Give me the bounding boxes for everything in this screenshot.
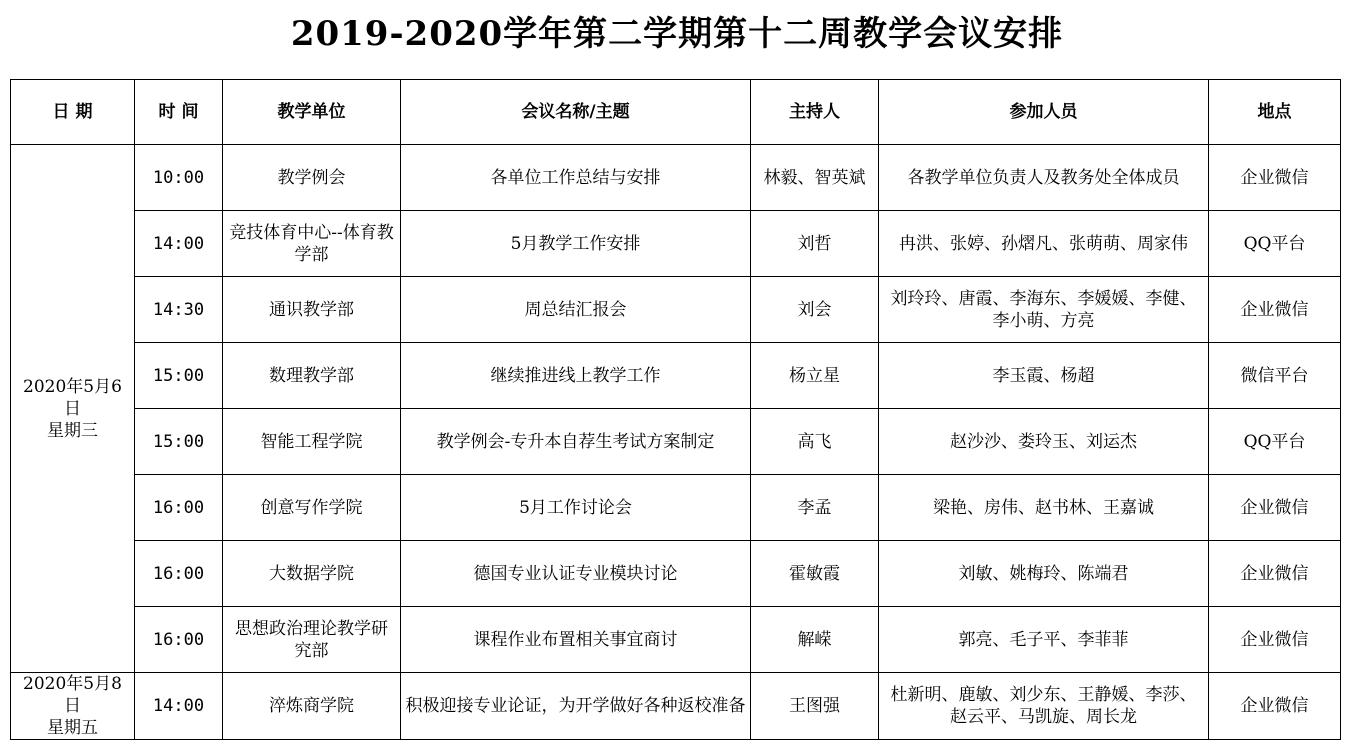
header-row — [11, 80, 1341, 145]
location-cell: 企业微信 — [1209, 673, 1341, 740]
host-cell: 刘哲 — [751, 211, 879, 277]
host-cell: 霍敏霞 — [751, 541, 879, 607]
meeting-schedule-table — [10, 79, 1341, 740]
attendees-cell: 各教学单位负责人及教务处全体成员 — [879, 145, 1209, 211]
location-cell: 微信平台 — [1209, 343, 1341, 409]
table-row — [11, 145, 1341, 211]
unit-cell: 数理教学部 — [223, 343, 401, 409]
attendees-cell: 赵沙沙、娄玲玉、刘运杰 — [879, 409, 1209, 475]
time-cell: 10:00 — [135, 145, 223, 211]
attendees-cell: 刘敏、姚梅玲、陈端君 — [879, 541, 1209, 607]
time-cell: 16:00 — [135, 541, 223, 607]
topic-cell: 教学例会-专升本自荐生考试方案制定 — [401, 409, 751, 475]
host-cell: 李孟 — [751, 475, 879, 541]
table-row — [11, 211, 1341, 277]
host-cell: 高飞 — [751, 409, 879, 475]
unit-cell: 通识教学部 — [223, 277, 401, 343]
table-row — [11, 541, 1341, 607]
header-topic: 会议名称/主题 — [401, 80, 751, 145]
topic-cell: 周总结汇报会 — [401, 277, 751, 343]
date-line: 2020年5月6日 — [23, 376, 122, 419]
host-cell: 林毅、智英斌 — [751, 145, 879, 211]
location-cell: 企业微信 — [1209, 607, 1341, 673]
topic-cell: 5月工作讨论会 — [401, 475, 751, 541]
location-cell: QQ平台 — [1209, 211, 1341, 277]
unit-cell: 淬炼商学院 — [223, 673, 401, 740]
time-cell: 14:30 — [135, 277, 223, 343]
attendees-cell: 李玉霞、杨超 — [879, 343, 1209, 409]
location-cell: 企业微信 — [1209, 145, 1341, 211]
unit-cell: 智能工程学院 — [223, 409, 401, 475]
attendees-cell: 冉洪、张婷、孙熠凡、张萌萌、周家伟 — [879, 211, 1209, 277]
topic-cell: 各单位工作总结与安排 — [401, 145, 751, 211]
topic-cell: 5月教学工作安排 — [401, 211, 751, 277]
host-cell: 解嵘 — [751, 607, 879, 673]
header-attendees: 参加人员 — [879, 80, 1209, 145]
header-location: 地点 — [1209, 80, 1341, 145]
time-cell: 14:00 — [135, 673, 223, 740]
header-unit: 教学单位 — [223, 80, 401, 145]
table-row — [11, 607, 1341, 673]
location-cell: 企业微信 — [1209, 541, 1341, 607]
time-cell: 16:00 — [135, 475, 223, 541]
host-cell: 杨立星 — [751, 343, 879, 409]
date-cell — [11, 145, 135, 673]
attendees-cell: 郭亮、毛子平、李菲菲 — [879, 607, 1209, 673]
table-row — [11, 343, 1341, 409]
time-cell: 15:00 — [135, 409, 223, 475]
time-cell: 14:00 — [135, 211, 223, 277]
location-cell: QQ平台 — [1209, 409, 1341, 475]
topic-cell: 德国专业认证专业模块讨论 — [401, 541, 751, 607]
location-cell: 企业微信 — [1209, 277, 1341, 343]
table-row — [11, 409, 1341, 475]
attendees-cell: 梁艳、房伟、赵书林、王嘉诚 — [879, 475, 1209, 541]
time-cell: 16:00 — [135, 607, 223, 673]
header-host: 主持人 — [751, 80, 879, 145]
header-date: 日 期 — [11, 80, 135, 145]
page-title: 2019-2020学年第二学期第十二周教学会议安排 — [290, 14, 1064, 54]
unit-cell: 创意写作学院 — [223, 475, 401, 541]
date-cell — [11, 673, 135, 740]
weekday-line: 星期五 — [47, 718, 98, 738]
header-time: 时 间 — [135, 80, 223, 145]
time-cell: 15:00 — [135, 343, 223, 409]
host-cell: 刘会 — [751, 277, 879, 343]
host-cell: 王图强 — [751, 673, 879, 740]
attendees-cell: 刘玲玲、唐霞、李海东、李媛媛、李健、李小萌、方亮 — [879, 277, 1209, 343]
topic-cell: 继续推进线上教学工作 — [401, 343, 751, 409]
location-cell: 企业微信 — [1209, 475, 1341, 541]
table-row — [11, 673, 1341, 740]
unit-cell: 大数据学院 — [223, 541, 401, 607]
table-row — [11, 277, 1341, 343]
topic-cell: 积极迎接专业论证，为开学做好各种返校准备 — [401, 673, 751, 740]
weekday-line: 星期三 — [47, 420, 98, 441]
attendees-cell: 杜新明、鹿敏、刘少东、王静媛、李莎、赵云平、马凯旋、周长龙 — [879, 673, 1209, 740]
unit-cell: 教学例会 — [223, 145, 401, 211]
unit-cell: 思想政治理论教学研究部 — [223, 607, 401, 673]
unit-cell: 竞技体育中心--体育教学部 — [223, 211, 401, 277]
date-line: 2020年5月8日 — [23, 674, 122, 716]
table-row — [11, 475, 1341, 541]
topic-cell: 课程作业布置相关事宜商讨 — [401, 607, 751, 673]
